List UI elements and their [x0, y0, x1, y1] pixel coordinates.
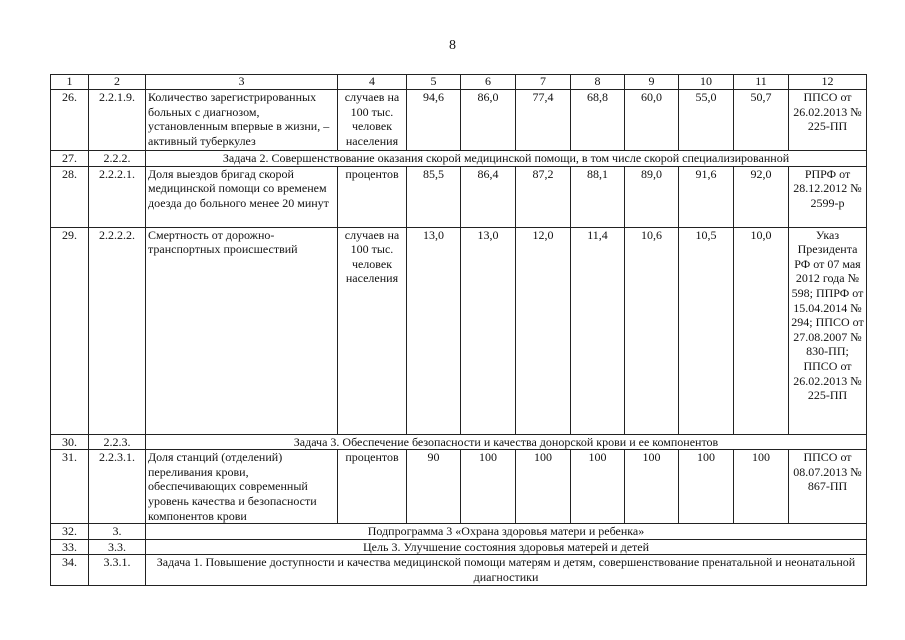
section-row	[51, 151, 867, 167]
legal-source: Указ Президента РФ от 07 мая 2012 года № 598; ППРФ от 15.04.2014 № 294; ППСО от 27.08.2007 № 830-ПП; ППСО от 26.02.2013 № 225-ПП	[789, 227, 867, 434]
indicator-value: 89,0	[625, 166, 679, 227]
indicator-value: 100	[516, 450, 571, 524]
indicator-code: 2.2.1.9.	[89, 90, 146, 151]
column-number: 5	[407, 75, 461, 90]
indicator-name: Доля станций (отделений) переливания крови, обеспечивающих современный уровень качества и безопасности компонентов крови	[146, 450, 338, 524]
section-title: Задача 1. Повышение доступности и качества медицинской помощи матерям и детям, совершенствование пренатальной и неонатальной диагностики	[146, 555, 867, 585]
indicator-value: 68,8	[571, 90, 625, 151]
indicator-value: 92,0	[734, 166, 789, 227]
indicator-value: 10,6	[625, 227, 679, 434]
indicator-code: 2.2.3.1.	[89, 450, 146, 524]
row-number: 31.	[51, 450, 89, 524]
indicator-value: 94,6	[407, 90, 461, 151]
indicator-code: 2.2.2.	[89, 151, 146, 167]
indicator-value: 85,5	[407, 166, 461, 227]
column-number: 7	[516, 75, 571, 90]
indicator-value: 86,4	[461, 166, 516, 227]
column-number: 6	[461, 75, 516, 90]
section-row	[51, 524, 867, 540]
column-number: 1	[51, 75, 89, 90]
indicator-value: 90	[407, 450, 461, 524]
indicator-value: 12,0	[516, 227, 571, 434]
row-number: 32.	[51, 524, 89, 540]
indicator-code: 2.2.3.	[89, 434, 146, 450]
column-number: 2	[89, 75, 146, 90]
unit-of-measure: случаев на 100 тыс. человек населения	[338, 90, 407, 151]
indicator-value: 10,0	[734, 227, 789, 434]
indicator-value: 100	[625, 450, 679, 524]
indicator-name: Доля выездов бригад скорой медицинской помощи со временем доезда до больного менее 20 минут	[146, 166, 338, 227]
indicator-row	[51, 450, 867, 524]
row-number: 33.	[51, 539, 89, 555]
section-title: Подпрограмма 3 «Охрана здоровья матери и ребенка»	[146, 524, 867, 540]
row-number: 26.	[51, 90, 89, 151]
indicator-value: 87,2	[516, 166, 571, 227]
indicator-value: 50,7	[734, 90, 789, 151]
indicator-value: 10,5	[679, 227, 734, 434]
indicator-name: Смертность от дорожно-транспортных происшествий	[146, 227, 338, 434]
column-number: 9	[625, 75, 679, 90]
column-number: 3	[146, 75, 338, 90]
indicator-value: 100	[571, 450, 625, 524]
column-number-row	[51, 75, 867, 90]
column-number: 11	[734, 75, 789, 90]
section-row	[51, 434, 867, 450]
row-number: 29.	[51, 227, 89, 434]
indicator-value: 11,4	[571, 227, 625, 434]
indicator-name: Количество зарегистрированных больных с диагнозом, установленным впервые в жизни, – активный туберкулез	[146, 90, 338, 151]
page-number: 8	[449, 38, 456, 53]
indicator-value: 88,1	[571, 166, 625, 227]
row-number: 34.	[51, 555, 89, 585]
section-title: Задача 2. Совершенствование оказания скорой медицинской помощи, в том числе скорой специализированной	[146, 151, 867, 167]
section-row	[51, 539, 867, 555]
section-row	[51, 555, 867, 585]
legal-source: РПРФ от 28.12.2012 № 2599-р	[789, 166, 867, 227]
column-number: 4	[338, 75, 407, 90]
row-number: 27.	[51, 151, 89, 167]
unit-of-measure: случаев на 100 тыс. человек населения	[338, 227, 407, 434]
indicator-code: 3.3.1.	[89, 555, 146, 585]
indicator-value: 55,0	[679, 90, 734, 151]
indicator-value: 100	[679, 450, 734, 524]
indicator-code: 3.	[89, 524, 146, 540]
indicator-row	[51, 90, 867, 151]
column-number: 10	[679, 75, 734, 90]
indicator-value: 13,0	[461, 227, 516, 434]
row-number: 30.	[51, 434, 89, 450]
indicator-code: 3.3.	[89, 539, 146, 555]
column-number: 12	[789, 75, 867, 90]
section-title: Задача 3. Обеспечение безопасности и качества донорской крови и ее компонентов	[146, 434, 867, 450]
indicator-code: 2.2.2.1.	[89, 166, 146, 227]
indicator-value: 100	[734, 450, 789, 524]
indicator-row	[51, 166, 867, 227]
column-number: 8	[571, 75, 625, 90]
row-number: 28.	[51, 166, 89, 227]
section-title: Цель 3. Улучшение состояния здоровья матерей и детей	[146, 539, 867, 555]
unit-of-measure: процентов	[338, 166, 407, 227]
indicator-value: 60,0	[625, 90, 679, 151]
indicator-value: 91,6	[679, 166, 734, 227]
unit-of-measure: процентов	[338, 450, 407, 524]
indicators-table	[50, 74, 867, 586]
indicator-value: 13,0	[407, 227, 461, 434]
indicator-row	[51, 227, 867, 434]
indicator-value: 77,4	[516, 90, 571, 151]
indicator-code: 2.2.2.2.	[89, 227, 146, 434]
indicator-value: 86,0	[461, 90, 516, 151]
legal-source: ППСО от 26.02.2013 № 225-ПП	[789, 90, 867, 151]
indicator-value: 100	[461, 450, 516, 524]
legal-source: ППСО от 08.07.2013 № 867-ПП	[789, 450, 867, 524]
